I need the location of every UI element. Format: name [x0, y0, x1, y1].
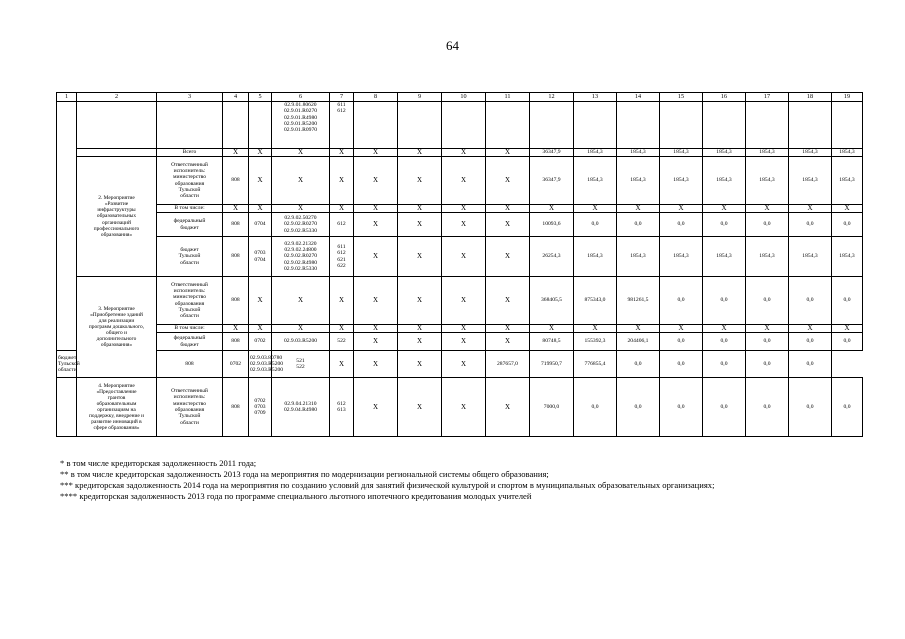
header-row — [57, 93, 863, 102]
header-cell: 7 — [330, 93, 354, 102]
header-cell: 2 — [77, 93, 157, 102]
table-row-m3-including: В том числе: X X X X X X X X X X X X X X X X — [57, 325, 863, 333]
table-row-total: Всего X X X X X X X X 36347,9 1854,3 1854,3 1854,3 1854,3 1854,3 1854,3 1854,3 — [57, 149, 863, 157]
header-cell: 18 — [789, 93, 832, 102]
row-number-cell — [57, 102, 77, 351]
measure-4-name: 4. Мероприятие «Предоставление грантов образовательным организациям на поддержку, внедрение и развитие инноваций в сфере образования» — [77, 378, 157, 437]
header-cell: 17 — [746, 93, 789, 102]
header-cell: 19 — [832, 93, 863, 102]
table-row-m2-federal: федеральный бюджет 808 0704 02.9.02.50270 02.9.02.R0270 02.9.02.R5330 612 X X X X 10093,6 0,0 0,0 0,0 0,0 0,0 0,0 0,0 — [57, 213, 863, 237]
kbk-codes-cell: 02.9.01.80620 02.9.01.R0270 02.9.01.R4980 02.9.01.R5200 02.9.01.R0970 — [272, 102, 330, 149]
footnote-3: *** кредиторская задолженность 2014 года на мероприятия по созданию условий для занятий физической культурой и спортом в муниципальных образовательных организациях; — [60, 480, 715, 490]
measure-3-name: 3. Мероприятие «Приобретение зданий для реализации программ дошкольного, общего и дополнительного образования» — [77, 277, 157, 378]
header-cell: 11 — [486, 93, 530, 102]
header-cell: 9 — [398, 93, 442, 102]
footnote-4: **** кредиторская задолженность 2013 года по программе специального льготного ипотечного кредитования молодых учителей — [60, 491, 532, 501]
responsible-executor: Ответственный исполнитель: министерство образования Тульской области — [157, 157, 223, 205]
header-cell: 3 — [157, 93, 223, 102]
header-cell: 8 — [354, 93, 398, 102]
header-cell: 14 — [617, 93, 660, 102]
page-number: 64 — [446, 38, 459, 53]
footnote-2: ** в том числе кредиторская задолженность 2013 года на мероприятия по модернизации региональной системы общего образования; — [60, 469, 549, 479]
footnotes — [60, 458, 900, 502]
header-cell: 6 — [272, 93, 330, 102]
table-row-m2-responsible: 2. Мероприятие «Развитие инфраструктуры образовательных организаций профессионального образования» Ответственный исполнитель: министерство образования Тульской области 808 X X X X X X X 36347,9 1854,3 1854,3 1854,3 1854,3 1854,3 1854,3 1854,3 — [57, 157, 863, 205]
table-row-m2-including: В том числе: X X X X X X X X X X X X X X X X — [57, 205, 863, 213]
header-cell: 13 — [574, 93, 617, 102]
header-cell: 16 — [703, 93, 746, 102]
measure-2-name: 2. Мероприятие «Развитие инфраструктуры образовательных организаций профессионального образования» — [77, 157, 157, 277]
table-row-continuation — [57, 102, 863, 149]
table-row-m3-federal: федеральный бюджет 808 0702 02.9.03.R5200 522 X X X X 80748,5 155392,3 204406,1 0,0 0,0 0,0 0,0 0,0 — [57, 333, 863, 351]
header-cell: 1 — [57, 93, 77, 102]
budget-table — [56, 92, 863, 437]
footnote-1: * в том числе кредиторская задолженность 2011 года; — [60, 458, 257, 468]
total-label: Всего — [157, 149, 223, 157]
responsible-executor: Ответственный исполнитель: министерство образования Тульской области — [157, 378, 223, 437]
vr-codes-cell: 611 612 — [330, 102, 354, 149]
table-row-m4-responsible: 4. Мероприятие «Предоставление грантов образовательным организациям на поддержку, внедрение и развитие инноваций в сфере образования» Ответственный исполнитель: министерство образования Тульской области 808 0702 0703 0709 02.9.04.21310 02.9.04.R4980 612 613 X X X X 7000,0 0,0 0,0 0,0 0,0 0,0 0,0 0,0 — [57, 378, 863, 437]
header-cell: 5 — [249, 93, 272, 102]
responsible-executor: Ответственный исполнитель: министерство образования Тульской области — [157, 277, 223, 325]
table-row-m3-responsible: 3. Мероприятие «Приобретение зданий для реализации программ дошкольного, общего и дополнительного образования» Ответственный исполнитель: министерство образования Тульской области 808 X X X X X X X 368405,5 875343,0 981261,5 0,0 0,0 0,0 0,0 0,0 — [57, 277, 863, 325]
header-cell: 4 — [223, 93, 249, 102]
table-row-m3-regional: бюджет Тульской области 808 0702 02.9.03.80780 02.9.03.R5200 02.9.03.R5200 521 522 X X X X 287657,0 719950,7 776855,4 0,0 0,0 0,0 0,0 0,0 — [57, 351, 863, 378]
table-row-m2-regional: бюджет Тульской области 808 0703 0704 02.9.02.21320 02.9.02.24800 02.9.02.R0270 02.9.02.R4980 02.9.02.R5330 611 612 621 622 X X X X 26254,3 1854,3 1854,3 1854,3 1854,3 1854,3 1854,3 1854,3 — [57, 237, 863, 277]
header-cell: 10 — [442, 93, 486, 102]
header-cell: 12 — [530, 93, 574, 102]
header-cell: 15 — [660, 93, 703, 102]
